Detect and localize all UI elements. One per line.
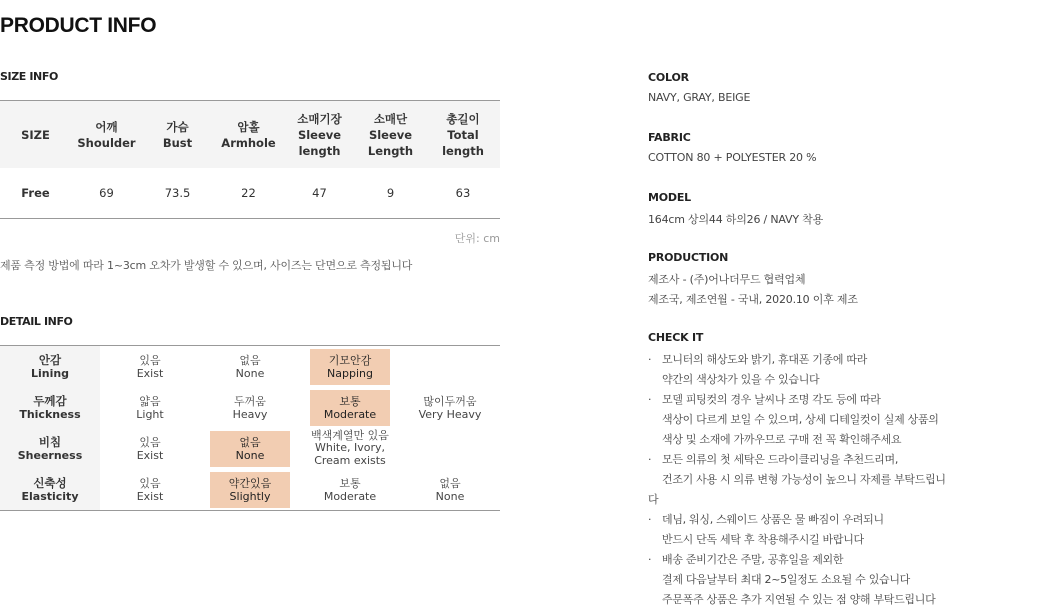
detail-label: 안감 Lining: [0, 346, 100, 387]
check-it-label: CHECK IT: [648, 331, 704, 344]
check-it-text: 배송 준비기간은 주말, 공휴일을 제외한: [662, 553, 844, 566]
bullet-icon: ·: [648, 453, 652, 466]
size-table: [0, 100, 500, 219]
check-it-line: [648, 491, 968, 507]
check-it-line: [648, 551, 968, 567]
detail-row-thickness: [0, 387, 500, 428]
bullet-icon: ·: [648, 513, 652, 526]
header-sleeve-cuff: 소매단 Sleeve Length: [355, 101, 426, 169]
bullet-icon: ·: [648, 393, 652, 406]
check-it-line: [648, 431, 982, 447]
header-size: SIZE: [0, 101, 71, 169]
detail-option: 있음 Exist: [136, 353, 164, 380]
check-it-line: [648, 411, 982, 427]
detail-option: 있음 Exist: [136, 435, 164, 462]
check-it-text: 주문폭주 상품은 추가 지연될 수 있는 점 양해 부탁드립니다: [662, 593, 936, 606]
check-it-text: 약간의 색상차가 있을 수 있습니다: [662, 373, 820, 386]
check-it-text: 색상 및 소재에 가까우므로 구매 전 꼭 확인해주세요: [662, 433, 902, 446]
detail-info-title: DETAIL INFO: [0, 315, 73, 328]
check-it-text: 건조기 사용 시 의류 변형 가능성이 높으니 자제를 부탁드립니: [662, 473, 946, 486]
fabric-label: FABRIC: [648, 131, 691, 144]
detail-row-lining: [0, 346, 500, 387]
detail-option-selected: 약간있음 Slightly: [210, 472, 290, 508]
shoulder-value: 69: [99, 186, 114, 200]
check-it-text: 데님, 워싱, 스웨이드 상품은 물 빠짐이 우려되니: [662, 513, 884, 526]
check-it-line: [648, 371, 982, 387]
detail-option: 없음 None: [435, 476, 465, 503]
header-armhole: 암홀 Armhole: [213, 101, 284, 169]
check-it-text: 반드시 단독 세탁 후 착용해주시길 바랍니다: [662, 533, 864, 546]
check-it-line: [648, 531, 982, 547]
check-it-line: [648, 451, 968, 467]
check-it-text: 모니터의 해상도와 밝기, 휴대폰 기종에 따라: [662, 353, 868, 366]
size-table-header-row: [0, 101, 500, 169]
check-it-line: [648, 571, 982, 587]
check-it-text: 모델 피팅컷의 경우 날씨나 조명 각도 등에 따라: [662, 393, 881, 406]
detail-table: [0, 345, 500, 511]
detail-option: 없음 None: [235, 353, 265, 380]
production-label: PRODUCTION: [648, 251, 729, 264]
size-info-title: SIZE INFO: [0, 70, 58, 83]
header-shoulder: 어깨 Shoulder: [71, 101, 142, 169]
detail-option: 얇음 Light: [136, 394, 164, 421]
table-row: [0, 168, 500, 219]
unit-note: 단위: cm: [454, 232, 500, 245]
detail-option: 있음 Exist: [136, 476, 164, 503]
sleeve-cuff-value: 9: [386, 186, 395, 200]
size-cell: Free: [21, 186, 50, 200]
detail-label: 신축성 Elasticity: [0, 469, 100, 510]
check-it-text: 모든 의류의 첫 세탁은 드라이클리닝을 추천드리며,: [662, 453, 899, 466]
bullet-icon: ·: [648, 553, 652, 566]
armhole-value: 22: [241, 186, 256, 200]
check-it-text: 다: [648, 493, 659, 506]
detail-option-empty: [410, 349, 490, 385]
model-label: MODEL: [648, 191, 691, 204]
detail-option-selected: 보통 Moderate: [310, 390, 390, 426]
check-it-line: [648, 471, 982, 487]
production-origin: 제조국, 제조연월 - 국내, 2020.10 이후 제조: [648, 293, 858, 306]
measurement-note: 제품 측정 방법에 따라 1~3cm 오차가 발생할 수 있으며, 사이즈는 단면으로 측정됩니다: [0, 259, 413, 272]
detail-row-elasticity: [0, 469, 500, 510]
check-it-text: 색상이 다르게 보일 수 있으며, 상세 디테일컷이 실제 상품의: [662, 413, 939, 426]
sleeve-length-value: 47: [312, 186, 327, 200]
bust-value: 73.5: [164, 186, 191, 200]
check-it-line: [648, 591, 982, 607]
header-sleeve-length: 소매기장 Sleeve length: [284, 101, 355, 169]
detail-option: 백색계열만 있음 White, Ivory, Cream exists: [311, 428, 389, 467]
check-it-text: 결제 다음날부터 최대 2~5일정도 소요될 수 있습니다: [662, 573, 911, 586]
color-label: COLOR: [648, 71, 689, 84]
detail-option-selected: 기모안감 Napping: [310, 349, 390, 385]
check-it-line: [648, 351, 968, 367]
model-value: 164cm 상의44 하의26 / NAVY 착용: [648, 213, 823, 226]
detail-option-selected: 없음 None: [210, 431, 290, 467]
bullet-icon: ·: [648, 353, 652, 366]
page-title: PRODUCT INFO: [0, 14, 157, 37]
fabric-value: COTTON 80 + POLYESTER 20 %: [648, 151, 817, 164]
detail-option-empty: [410, 431, 490, 467]
detail-label: 비침 Sheerness: [0, 428, 100, 469]
color-value: NAVY, GRAY, BEIGE: [648, 91, 751, 104]
detail-option: 보통 Moderate: [323, 476, 377, 503]
detail-label: 두께감 Thickness: [0, 387, 100, 428]
total-length-value: 63: [455, 186, 471, 200]
production-maker: 제조사 - (주)어나더무드 협력업체: [648, 273, 806, 286]
detail-option: 많이두꺼움 Very Heavy: [418, 394, 482, 421]
check-it-line: [648, 511, 968, 527]
detail-row-sheerness: [0, 428, 500, 469]
header-bust: 가슴 Bust: [142, 101, 213, 169]
detail-option: 두꺼움 Heavy: [232, 394, 268, 421]
check-it-line: [648, 391, 968, 407]
header-total-length: 총길이 Total length: [426, 101, 500, 169]
